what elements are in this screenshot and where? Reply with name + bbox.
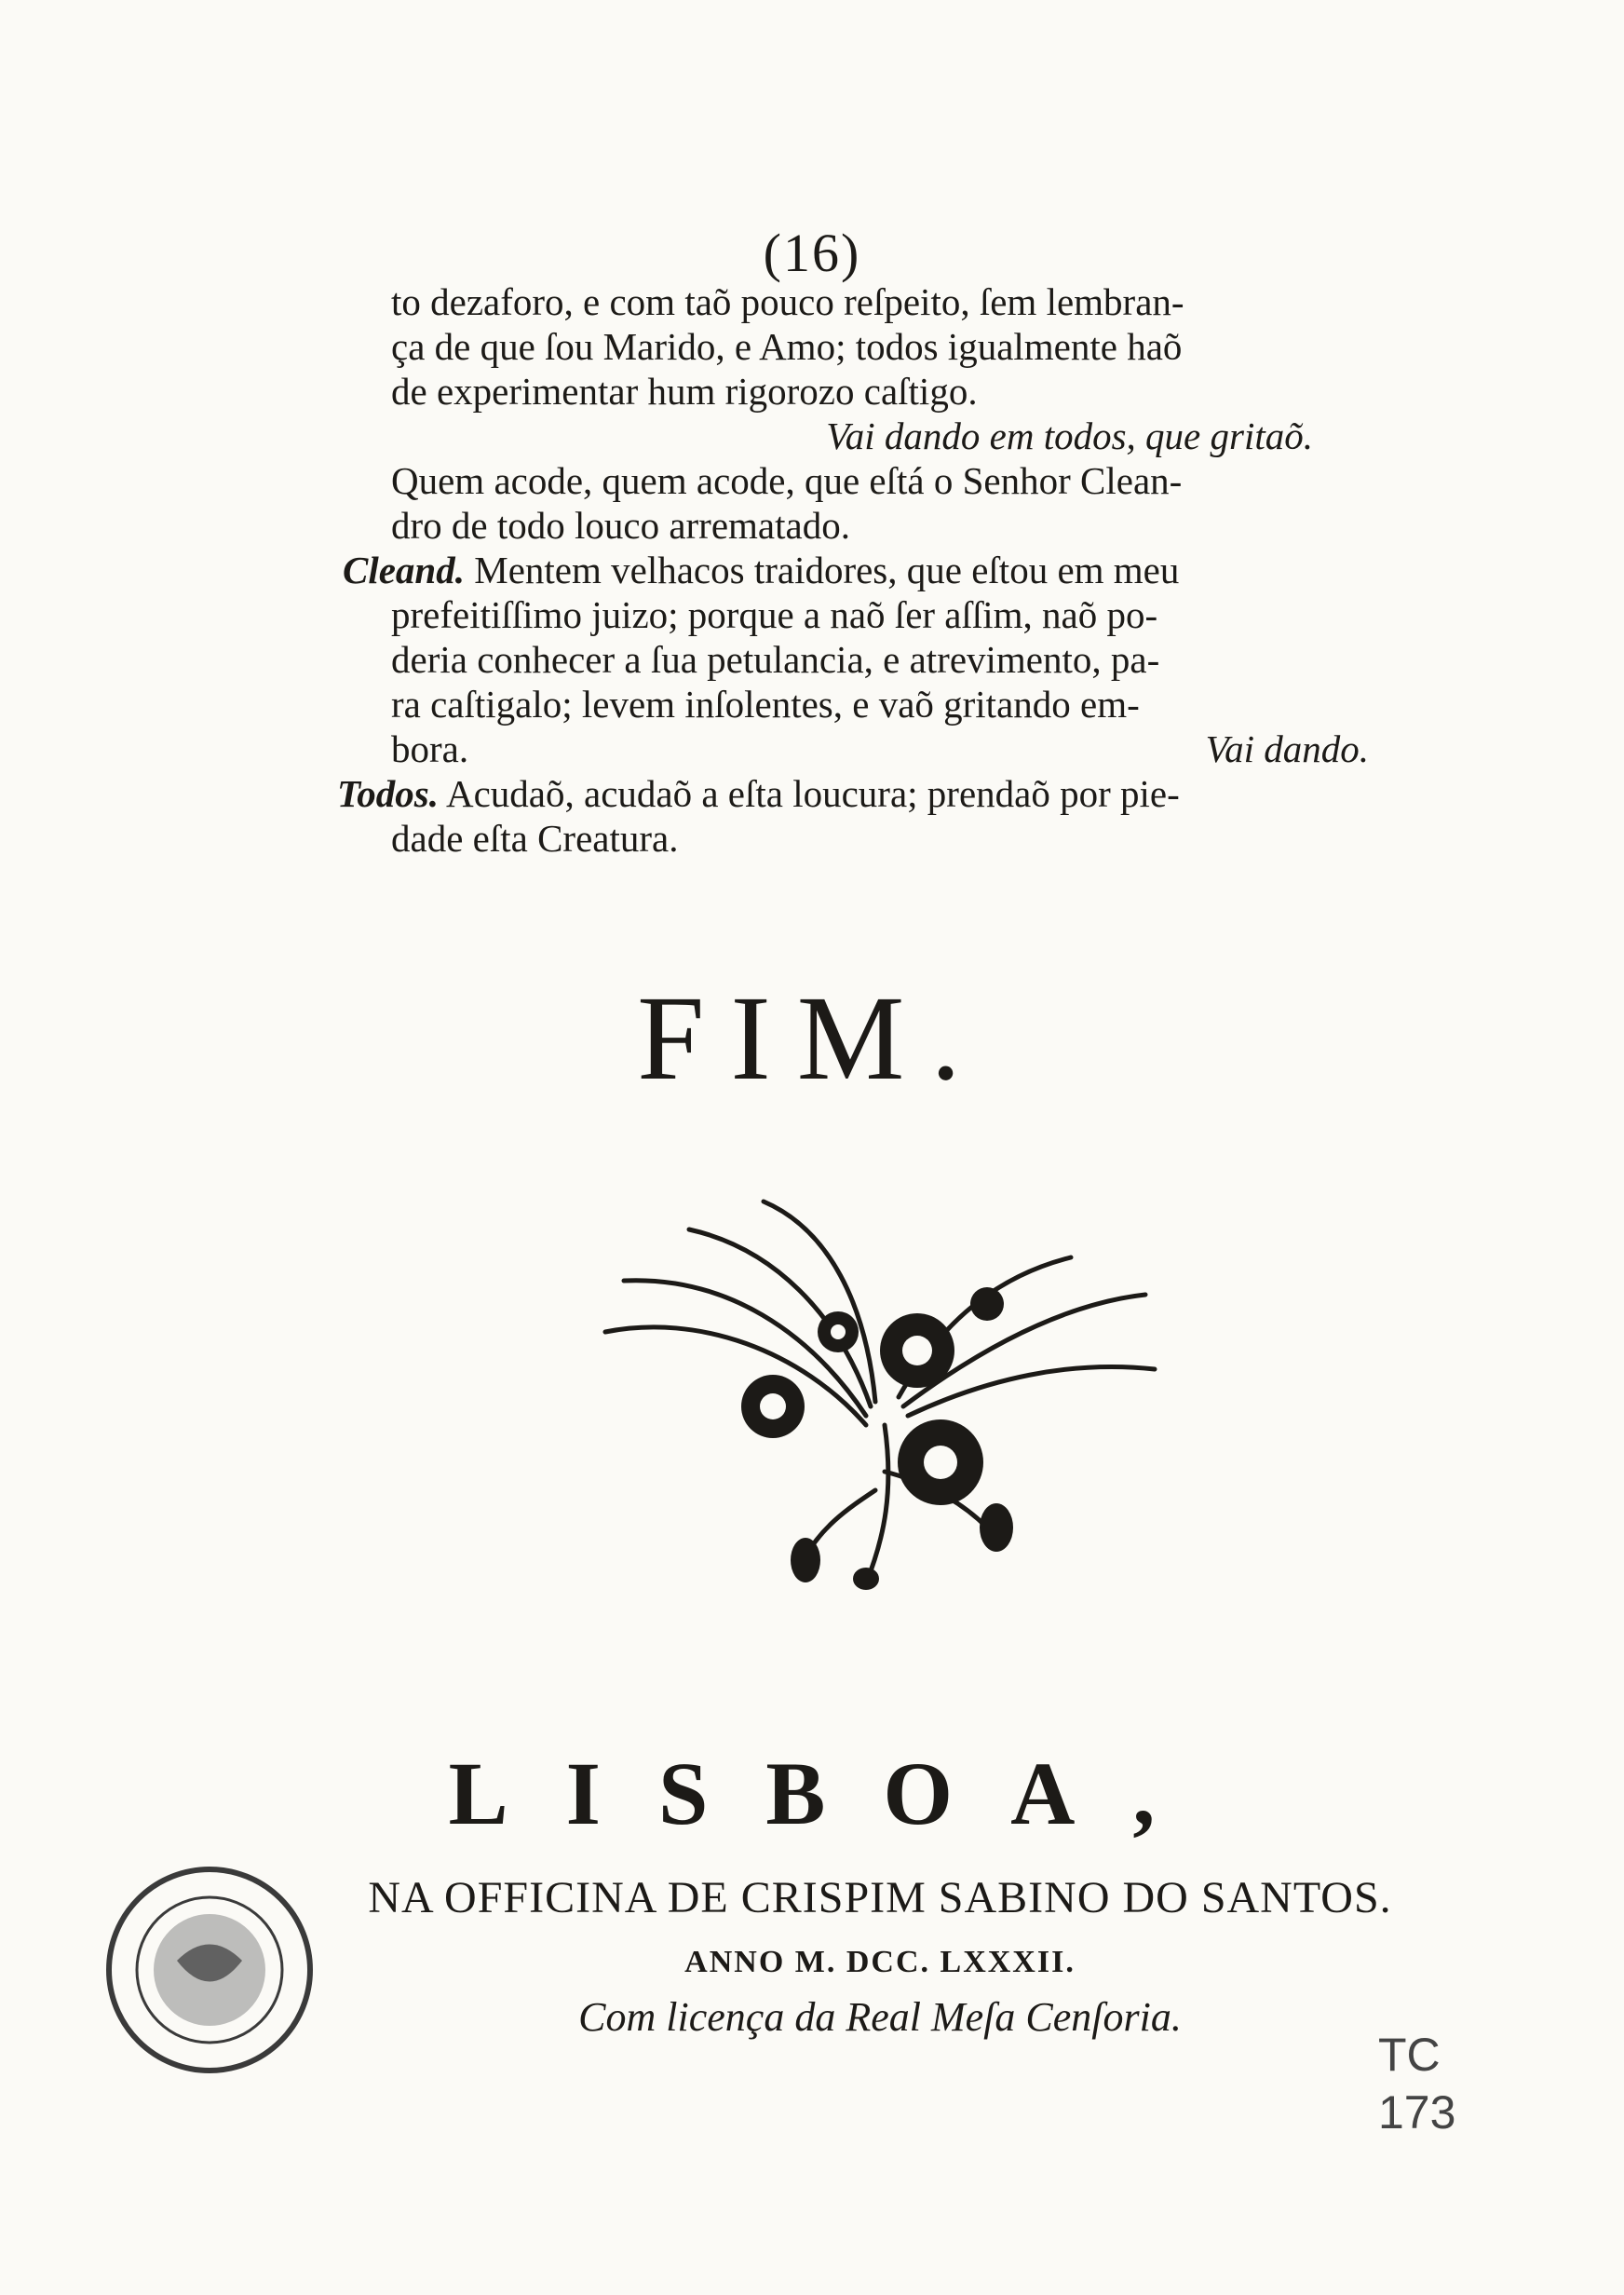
imprint-license: Com licença da Real Meſa Cenſoria. [578, 1994, 1182, 2040]
text-line-2: ça de que ſou Marido, e Amo; todos igualmente haõ [391, 325, 1183, 368]
shelfmark-line-2: 173 [1378, 2086, 1456, 2139]
cleand-line-2: prefeitiſſimo juizo; porque a naõ ſer aſſim, naõ po- [391, 593, 1158, 636]
cleand-speech-first [343, 548, 1443, 592]
play-text [337, 279, 1443, 861]
speaker-todos: Todos. [337, 772, 439, 815]
library-stamp-icon [102, 1863, 317, 2077]
fim-heading: FIM. [637, 971, 987, 1106]
quem-line-1: Quem acode, quem acode, que eſtá o Senhor Clean- [391, 459, 1183, 502]
page-number: (16) [763, 223, 861, 283]
stage-direction-1: Vai dando em todos, que gritaõ. [826, 414, 1313, 457]
floral-ornament-icon [587, 1192, 1164, 1593]
todos-line-2: dade eſta Creatura. [391, 817, 679, 860]
imprint-year: ANNO M. DCC. LXXXII. [684, 1945, 1076, 1979]
cleand-line-1: Mentem velhacos traidores, que eſtou em meu [474, 549, 1180, 591]
cleand-line-3: deria conhecer a ſua petulancia, e atrevimento, pa- [391, 638, 1160, 681]
cleand-last-line [391, 727, 1443, 771]
imprint-city: LISBOA, [448, 1744, 1213, 1843]
todos-speech-first [337, 771, 1443, 816]
shelfmark-line-1: TC [1378, 2029, 1441, 2081]
imprint-printer: NA OFFICINA DE CRISPIM SABINO DO SANTOS. [368, 1873, 1392, 1922]
speaker-cleand: Cleand. [343, 549, 465, 591]
cleand-line-5: bora. [391, 727, 469, 770]
text-line-3: de experimentar hum rigorozo caſtigo. [391, 370, 978, 413]
quem-line-2: dro de todo louco arrematado. [391, 504, 850, 547]
shelfmark [1378, 2026, 1455, 2141]
text-line-1: to dezaforo, e com taõ pouco reſpeito, ſem lembran- [391, 280, 1184, 323]
todos-line-1: Acudaõ, acudaõ a eſta loucura; prendaõ por pie- [446, 772, 1180, 815]
stage-direction-2: Vai dando. [1205, 727, 1369, 770]
cleand-line-4: ra caſtigalo; levem inſolentes, e vaõ gritando em- [391, 683, 1140, 726]
